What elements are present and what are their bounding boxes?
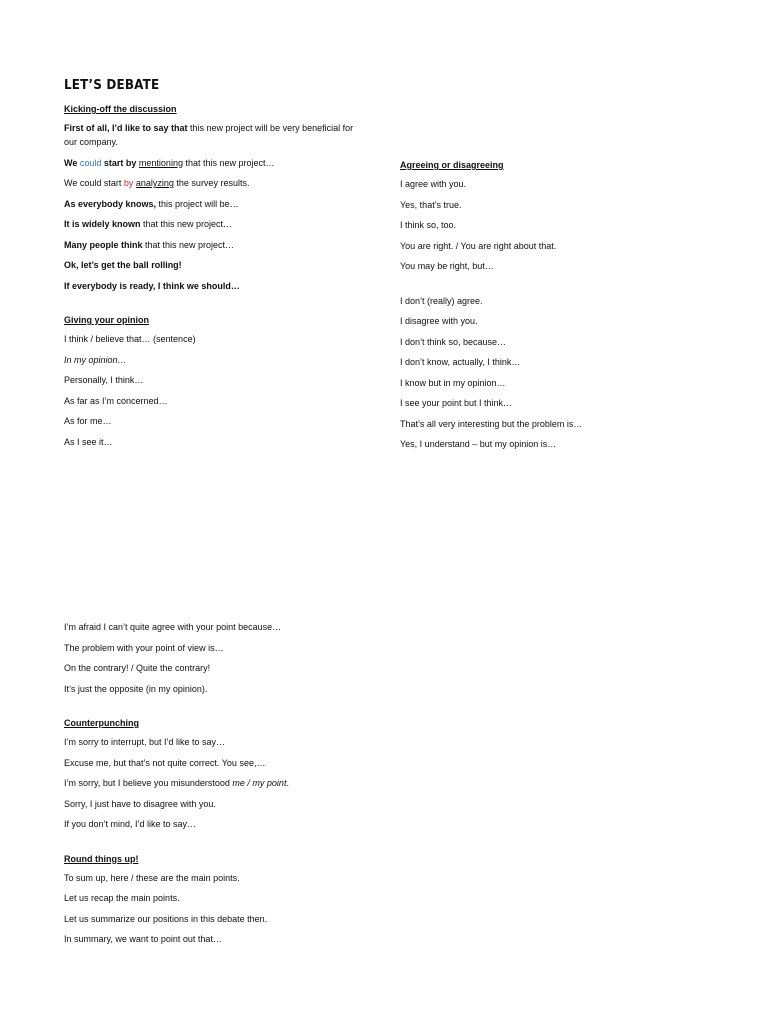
- opinion-line: Personally, I think…: [64, 375, 144, 385]
- kickoff-line-4-bold: As everybody knows,: [64, 198, 157, 209]
- kickoff-line-1-bold: First of all, I’d like to say that: [64, 123, 188, 133]
- kickoff-line-5-rest: that this new project…: [140, 219, 233, 229]
- opinion-line: In my opinion…: [64, 354, 127, 365]
- disagree-line: I see your point but I think…: [400, 398, 513, 408]
- disagree-line: Yes, I understand – but my opinion is…: [400, 439, 557, 449]
- disagree-line: I know but in my opinion…: [400, 377, 506, 388]
- kickoff-line-2-could: could: [79, 157, 102, 168]
- kickoff-line-1-rest: this new project will be very beneficial for our company.: [64, 123, 354, 147]
- kickoff-line-6: [64, 238, 364, 252]
- counter-line-2: Excuse me, but that’s not quite correct. You see,…: [64, 757, 266, 768]
- roundup-line: Let us summarize our positions in this debate then.: [64, 913, 268, 924]
- counter-line-3-italic: me / my point: [232, 778, 287, 788]
- counter-line-1: I’m sorry to interrupt, but I’d like to say…: [64, 737, 226, 747]
- continued-line: The problem with your point of view is…: [64, 642, 224, 653]
- kickoff-line-4: [64, 197, 364, 211]
- opinion-line: As far as I’m concerned…: [64, 395, 168, 406]
- counter-line-4: Sorry, I just have to disagree with you.: [64, 798, 216, 809]
- agree-heading: Agreeing or disagreeing: [400, 160, 504, 170]
- agree-line: I agree with you.: [400, 179, 467, 189]
- kickoff-line-3-rest: the survey results.: [173, 178, 250, 188]
- continued-line: It’s just the opposite (in my opinion).: [64, 683, 208, 694]
- right-column: [400, 158, 582, 451]
- roundup-line: To sum up, here / these are the main points.: [64, 872, 240, 883]
- kickoff-line-7: Ok, let’s get the ball rolling!: [64, 260, 182, 270]
- roundup-line: Let us recap the main points.: [64, 893, 180, 903]
- kickoff-line-6-bold: Many people think: [64, 239, 143, 250]
- kickoff-line-5-bold: It is widely known: [64, 219, 141, 229]
- kickoff-line-3-pre: We could start: [64, 178, 124, 188]
- disagree-line: That’s all very interesting but the problem is…: [400, 418, 583, 429]
- agree-line: I think so, too.: [400, 220, 457, 230]
- kickoff-line-2-mentioning: mentioning: [138, 157, 183, 168]
- opinion-heading: Giving your opinion: [64, 315, 149, 325]
- kickoff-line-2: [64, 156, 364, 170]
- kickoff-line-4-rest: this project will be…: [156, 198, 239, 209]
- disagree-line: I don’t know, actually, I think…: [400, 357, 521, 367]
- roundup-line: In summary, we want to point out that…: [64, 934, 222, 944]
- kickoff-line-3-by: by: [123, 178, 134, 188]
- kickoff-line-2-rest: that this new project…: [185, 157, 275, 168]
- continued-line: On the contrary! / Quite the contrary!: [64, 663, 211, 673]
- kickoff-line-2-we: We: [64, 157, 78, 168]
- counter-heading: Counterpunching: [64, 718, 139, 728]
- agree-line: You may be right, but…: [400, 261, 494, 271]
- kickoff-line-3-analyzing: analyzing: [135, 178, 174, 188]
- agree-line: Yes, that’s true.: [400, 199, 462, 210]
- left-column: [64, 102, 364, 449]
- kickoff-line-5: [64, 217, 364, 231]
- disagree-line: I don’t think so, because…: [400, 336, 507, 347]
- opinion-line: I think / believe that… (sentence): [64, 334, 196, 344]
- agree-line: You are right. / You are right about that.: [400, 240, 557, 251]
- kickoff-line-8: If everybody is ready, I think we should…: [64, 280, 240, 291]
- counter-line-5: If you don’t mind, I’d like to say…: [64, 819, 197, 829]
- roundup-heading: Round things up!: [64, 853, 139, 864]
- kickoff-line-2-start-by: start by: [103, 157, 137, 168]
- kickoff-line-1: [64, 121, 364, 149]
- continued-line: I’m afraid I can’t quite agree with your point because…: [64, 622, 282, 632]
- counter-line-3-post: .: [286, 778, 289, 788]
- lower-column: [64, 620, 289, 946]
- kickoff-line-6-rest: that this new project…: [142, 239, 235, 250]
- disagree-line: I don’t (really) agree.: [400, 295, 483, 306]
- disagree-line: I disagree with you.: [400, 316, 478, 326]
- kickoff-heading: Kicking-off the discussion: [64, 104, 177, 114]
- page-title: LET’S DEBATE: [64, 78, 160, 93]
- kickoff-line-3: [64, 176, 364, 190]
- counter-line-3: [64, 776, 289, 790]
- counter-line-3-pre: I’m sorry, but I believe you misunderstood: [64, 778, 233, 788]
- opinion-line: As for me…: [64, 416, 112, 426]
- opinion-line: As I see it…: [64, 436, 113, 447]
